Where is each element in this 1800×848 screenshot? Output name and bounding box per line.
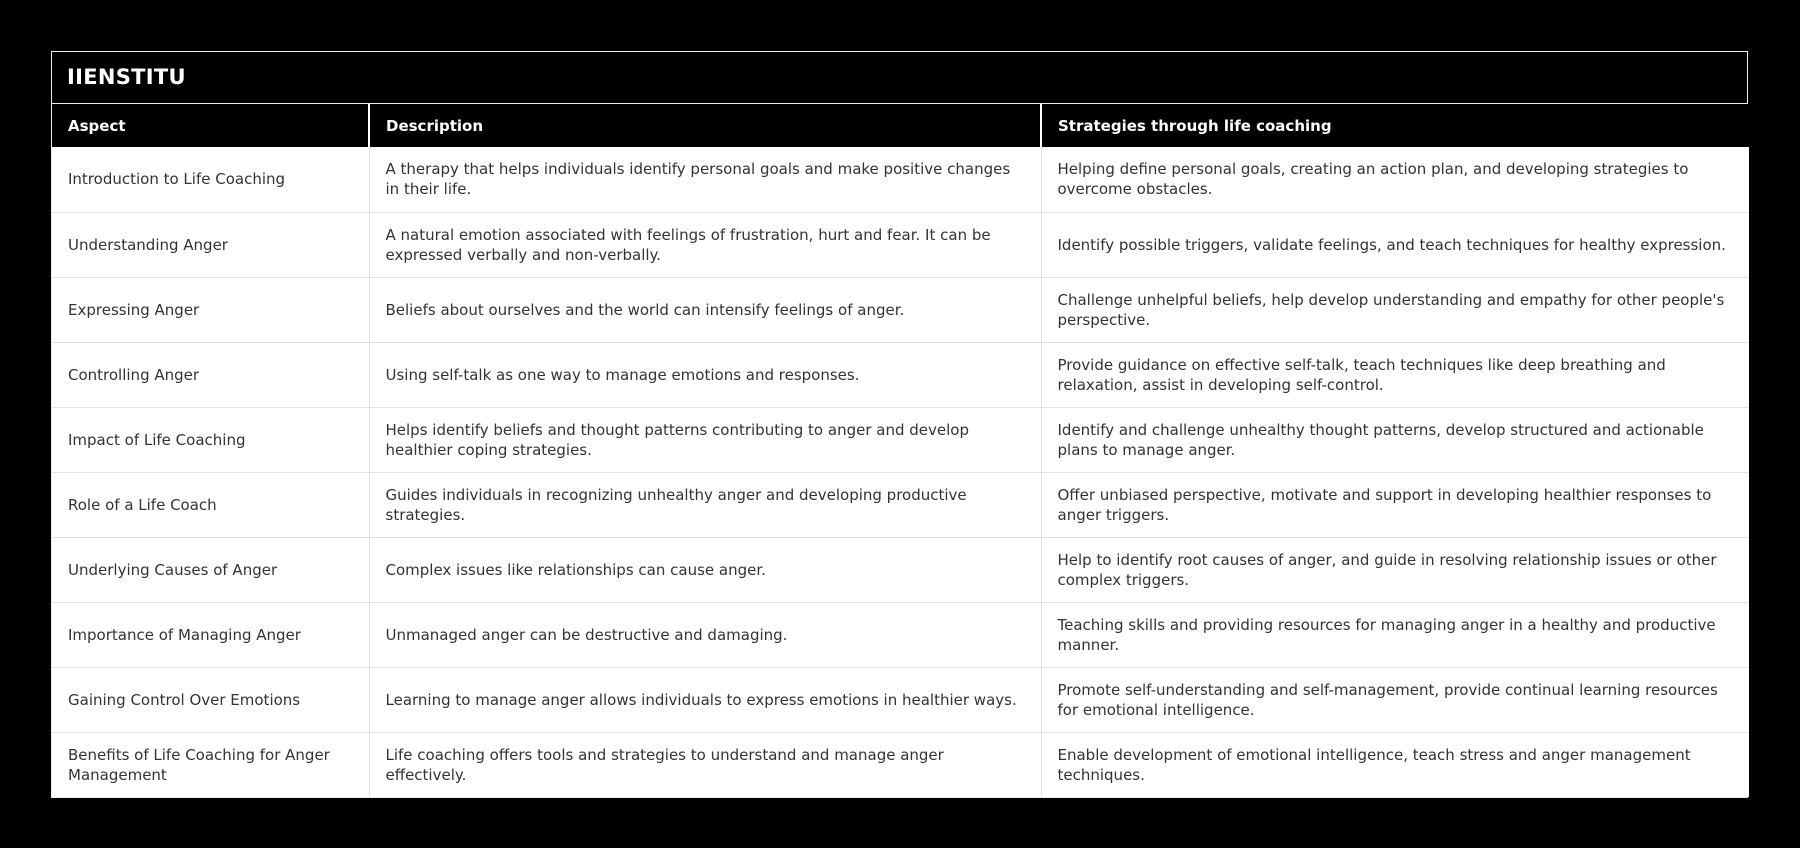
cell-strategies: Teaching skills and providing resources for managing anger in a healthy and productive manner. — [1041, 602, 1749, 667]
table-row — [52, 732, 1749, 797]
column-header-strategies: Strategies through life coaching — [1041, 104, 1749, 147]
table-row — [52, 277, 1749, 342]
cell-description: Learning to manage anger allows individuals to express emotions in healthier ways. — [369, 667, 1041, 732]
table-row — [52, 472, 1749, 537]
cell-strategies: Help to identify root causes of anger, and guide in resolving relationship issues or other complex triggers. — [1041, 537, 1749, 602]
cell-description: Guides individuals in recognizing unhealthy anger and developing productive strategies. — [369, 472, 1041, 537]
cell-aspect: Benefits of Life Coaching for Anger Management — [52, 732, 369, 797]
cell-aspect: Role of a Life Coach — [52, 472, 369, 537]
cell-description: Helps identify beliefs and thought patterns contributing to anger and develop healthier coping strategies. — [369, 407, 1041, 472]
cell-strategies: Helping define personal goals, creating an action plan, and developing strategies to overcome obstacles. — [1041, 147, 1749, 212]
brand-header — [52, 52, 1747, 104]
table-header-row — [52, 104, 1749, 147]
cell-description: Unmanaged anger can be destructive and damaging. — [369, 602, 1041, 667]
cell-aspect: Gaining Control Over Emotions — [52, 667, 369, 732]
cell-strategies: Identify possible triggers, validate feelings, and teach techniques for healthy expression. — [1041, 212, 1749, 277]
cell-description: Using self-talk as one way to manage emotions and responses. — [369, 342, 1041, 407]
cell-description: A natural emotion associated with feelings of frustration, hurt and fear. It can be expressed verbally and non-verbally. — [369, 212, 1041, 277]
cell-strategies: Offer unbiased perspective, motivate and support in developing healthier responses to anger triggers. — [1041, 472, 1749, 537]
content-card — [51, 51, 1748, 798]
table-row — [52, 342, 1749, 407]
cell-strategies: Provide guidance on effective self-talk, teach techniques like deep breathing and relaxation, assist in developing self-control. — [1041, 342, 1749, 407]
column-header-description: Description — [369, 104, 1041, 147]
table-row — [52, 537, 1749, 602]
table-row — [52, 407, 1749, 472]
table-row — [52, 667, 1749, 732]
cell-aspect: Impact of Life Coaching — [52, 407, 369, 472]
column-header-aspect: Aspect — [52, 104, 369, 147]
cell-aspect: Expressing Anger — [52, 277, 369, 342]
cell-description: Beliefs about ourselves and the world can intensify feelings of anger. — [369, 277, 1041, 342]
cell-aspect: Underlying Causes of Anger — [52, 537, 369, 602]
cell-strategies: Identify and challenge unhealthy thought patterns, develop structured and actionable plans to manage anger. — [1041, 407, 1749, 472]
table-row — [52, 147, 1749, 212]
cell-aspect: Introduction to Life Coaching — [52, 147, 369, 212]
cell-strategies: Promote self-understanding and self-management, provide continual learning resources for emotional intelligence. — [1041, 667, 1749, 732]
cell-description: Life coaching offers tools and strategies to understand and manage anger effectively. — [369, 732, 1041, 797]
cell-strategies: Challenge unhelpful beliefs, help develop understanding and empathy for other people's perspective. — [1041, 277, 1749, 342]
cell-description: A therapy that helps individuals identify personal goals and make positive changes in their life. — [369, 147, 1041, 212]
cell-description: Complex issues like relationships can cause anger. — [369, 537, 1041, 602]
table-row — [52, 602, 1749, 667]
life-coaching-table — [52, 104, 1749, 797]
brand-title: IIENSTITU — [67, 65, 186, 89]
cell-aspect: Controlling Anger — [52, 342, 369, 407]
cell-strategies: Enable development of emotional intelligence, teach stress and anger management techniques. — [1041, 732, 1749, 797]
cell-aspect: Importance of Managing Anger — [52, 602, 369, 667]
table-row — [52, 212, 1749, 277]
cell-aspect: Understanding Anger — [52, 212, 369, 277]
